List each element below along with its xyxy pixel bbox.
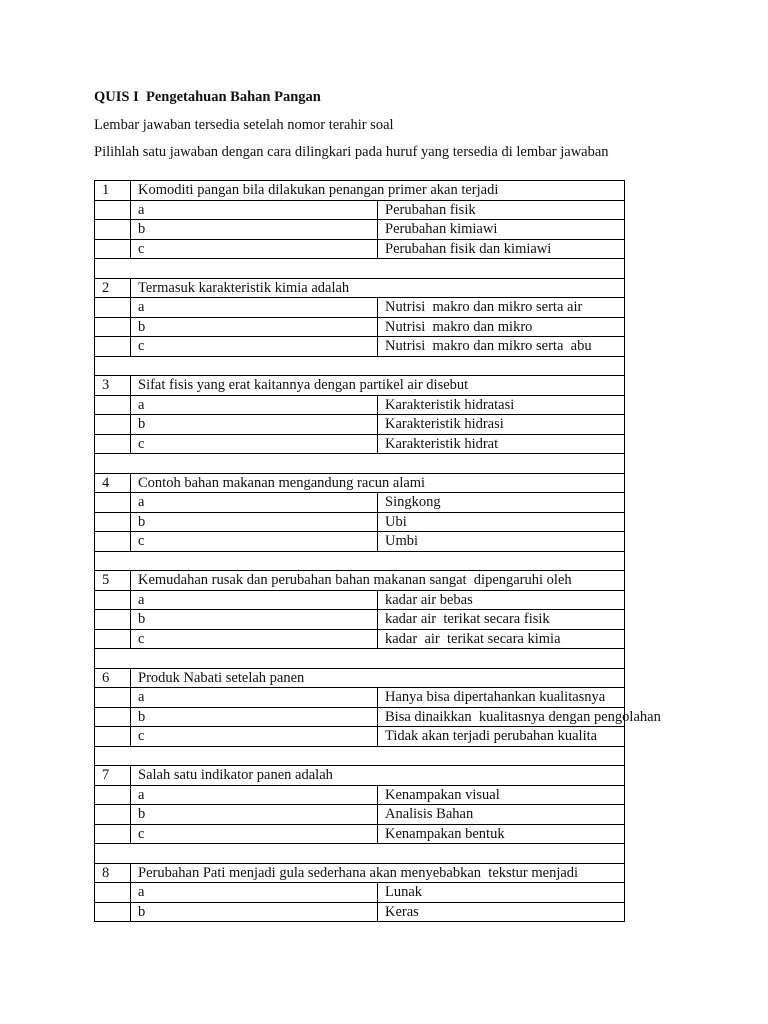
separator-row — [95, 551, 625, 571]
option-letter[interactable]: a — [131, 395, 378, 415]
option-text: Tidak akan terjadi perubahan kualita — [378, 727, 625, 747]
option-letter[interactable]: a — [131, 590, 378, 610]
separator-row — [95, 649, 625, 669]
question-row — [95, 376, 625, 396]
option-row[interactable] — [95, 688, 625, 708]
option-spacer-cell — [95, 590, 131, 610]
option-spacer-cell — [95, 493, 131, 513]
option-letter[interactable]: c — [131, 337, 378, 357]
option-text: Kenampakan visual — [378, 785, 625, 805]
option-text: Karakteristik hidrat — [378, 434, 625, 454]
question-number: 1 — [95, 181, 131, 201]
separator-row — [95, 746, 625, 766]
option-text: Perubahan kimiawi — [378, 220, 625, 240]
question-row — [95, 278, 625, 298]
option-text: Hanya bisa dipertahankan kualitasnya — [378, 688, 625, 708]
option-text: Nutrisi makro dan mikro serta air — [378, 298, 625, 318]
option-letter[interactable]: c — [131, 532, 378, 552]
question-row — [95, 181, 625, 201]
option-text: Perubahan fisik — [378, 200, 625, 220]
separator-cell — [95, 356, 625, 376]
option-spacer-cell — [95, 610, 131, 630]
option-letter[interactable]: b — [131, 317, 378, 337]
option-spacer-cell — [95, 707, 131, 727]
option-letter[interactable]: b — [131, 220, 378, 240]
question-number: 2 — [95, 278, 131, 298]
separator-cell — [95, 746, 625, 766]
separator-cell — [95, 454, 625, 474]
question-number: 8 — [95, 863, 131, 883]
option-text: Perubahan fisik dan kimiawi — [378, 239, 625, 259]
option-spacer-cell — [95, 317, 131, 337]
question-text: Produk Nabati setelah panen — [131, 668, 625, 688]
option-text: Nutrisi makro dan mikro — [378, 317, 625, 337]
question-text: Perubahan Pati menjadi gula sederhana akan menyebabkan tekstur menjadi — [131, 863, 625, 883]
option-letter[interactable]: b — [131, 707, 378, 727]
option-spacer-cell — [95, 805, 131, 825]
option-row[interactable] — [95, 610, 625, 630]
option-text: Karakteristik hidrasi — [378, 415, 625, 435]
option-spacer-cell — [95, 902, 131, 922]
question-number: 4 — [95, 473, 131, 493]
question-number: 6 — [95, 668, 131, 688]
option-text: Bisa dinaikkan kualitasnya dengan pengolahan — [378, 707, 625, 727]
separator-row — [95, 356, 625, 376]
option-spacer-cell — [95, 824, 131, 844]
option-row[interactable] — [95, 434, 625, 454]
option-text: Lunak — [378, 883, 625, 903]
option-row[interactable] — [95, 727, 625, 747]
question-row — [95, 571, 625, 591]
option-text: Karakteristik hidratasi — [378, 395, 625, 415]
separator-cell — [95, 259, 625, 279]
option-letter[interactable]: b — [131, 512, 378, 532]
question-number: 7 — [95, 766, 131, 786]
option-spacer-cell — [95, 415, 131, 435]
option-letter[interactable]: a — [131, 688, 378, 708]
option-letter[interactable]: a — [131, 785, 378, 805]
option-text: Umbi — [378, 532, 625, 552]
option-row[interactable] — [95, 317, 625, 337]
option-spacer-cell — [95, 512, 131, 532]
option-spacer-cell — [95, 337, 131, 357]
option-text: kadar air terikat secara kimia — [378, 629, 625, 649]
option-letter[interactable]: a — [131, 298, 378, 318]
option-letter[interactable]: c — [131, 239, 378, 259]
option-letter[interactable]: c — [131, 727, 378, 747]
option-letter[interactable]: c — [131, 824, 378, 844]
option-spacer-cell — [95, 727, 131, 747]
quiz-table — [94, 180, 661, 922]
option-letter[interactable]: b — [131, 610, 378, 630]
option-row[interactable] — [95, 337, 625, 357]
option-row[interactable] — [95, 200, 625, 220]
option-spacer-cell — [95, 434, 131, 454]
question-text: Termasuk karakteristik kimia adalah — [131, 278, 625, 298]
question-text: Komoditi pangan bila dilakukan penangan primer akan terjadi — [131, 181, 625, 201]
option-letter[interactable]: a — [131, 493, 378, 513]
option-spacer-cell — [95, 200, 131, 220]
option-text: Nutrisi makro dan mikro serta abu — [378, 337, 625, 357]
question-text: Sifat fisis yang erat kaitannya dengan partikel air disebut — [131, 376, 625, 396]
option-text: Singkong — [378, 493, 625, 513]
question-text: Kemudahan rusak dan perubahan bahan makanan sangat dipengaruhi oleh — [131, 571, 625, 591]
option-row[interactable] — [95, 220, 625, 240]
option-text: Kenampakan bentuk — [378, 824, 625, 844]
option-letter[interactable]: a — [131, 883, 378, 903]
option-row[interactable] — [95, 512, 625, 532]
question-text: Contoh bahan makanan mengandung racun alami — [131, 473, 625, 493]
option-row[interactable] — [95, 590, 625, 610]
option-row[interactable] — [95, 824, 625, 844]
option-letter[interactable]: c — [131, 629, 378, 649]
option-letter[interactable]: a — [131, 200, 378, 220]
page-title: QUIS I Pengetahuan Bahan Pangan — [94, 89, 321, 105]
option-text: kadar air terikat secara fisik — [378, 610, 625, 630]
question-text: Salah satu indikator panen adalah — [131, 766, 625, 786]
option-row[interactable] — [95, 883, 625, 903]
separator-cell — [95, 649, 625, 669]
question-number: 5 — [95, 571, 131, 591]
option-row[interactable] — [95, 239, 625, 259]
option-letter[interactable]: b — [131, 805, 378, 825]
question-row — [95, 473, 625, 493]
instruction-answer-sheet: Lembar jawaban tersedia setelah nomor terahir soal — [94, 117, 394, 133]
separator-row — [95, 844, 625, 864]
option-spacer-cell — [95, 883, 131, 903]
option-row[interactable] — [95, 629, 625, 649]
option-row[interactable] — [95, 532, 625, 552]
question-row — [95, 863, 625, 883]
option-row[interactable] — [95, 785, 625, 805]
separator-row — [95, 259, 625, 279]
separator-cell — [95, 551, 625, 571]
option-row[interactable] — [95, 415, 625, 435]
option-spacer-cell — [95, 785, 131, 805]
option-row[interactable] — [95, 395, 625, 415]
option-text: Keras — [378, 902, 625, 922]
separator-cell — [95, 844, 625, 864]
option-text: Analisis Bahan — [378, 805, 625, 825]
option-spacer-cell — [95, 688, 131, 708]
option-text: Ubi — [378, 512, 625, 532]
option-letter[interactable]: b — [131, 902, 378, 922]
option-spacer-cell — [95, 220, 131, 240]
question-row — [95, 668, 625, 688]
option-letter[interactable]: b — [131, 415, 378, 435]
option-row[interactable] — [95, 493, 625, 513]
question-row — [95, 766, 625, 786]
separator-row — [95, 454, 625, 474]
instruction-circle-answer: Pilihlah satu jawaban dengan cara dilingkari pada huruf yang tersedia di lembar jawaban — [94, 144, 609, 160]
option-spacer-cell — [95, 395, 131, 415]
option-spacer-cell — [95, 298, 131, 318]
option-letter[interactable]: c — [131, 434, 378, 454]
option-text: kadar air bebas — [378, 590, 625, 610]
option-spacer-cell — [95, 239, 131, 259]
question-number: 3 — [95, 376, 131, 396]
option-row[interactable] — [95, 902, 625, 922]
option-row[interactable] — [95, 805, 625, 825]
option-spacer-cell — [95, 532, 131, 552]
option-row[interactable] — [95, 298, 625, 318]
option-row[interactable] — [95, 707, 625, 727]
option-spacer-cell — [95, 629, 131, 649]
